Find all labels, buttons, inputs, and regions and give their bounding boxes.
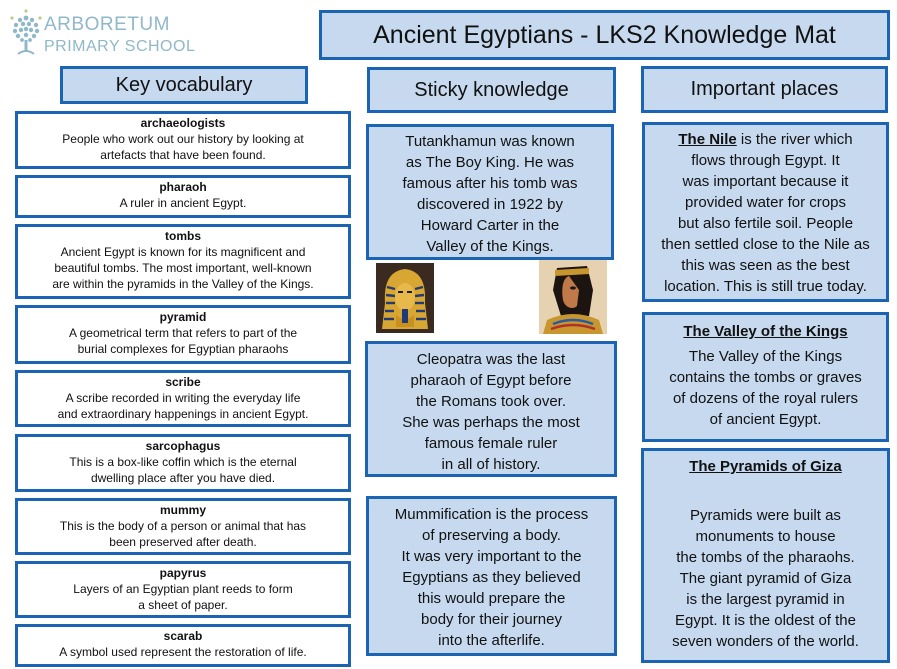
vocab-card-mummy bbox=[15, 498, 351, 555]
vocab-card-pharaoh bbox=[15, 175, 351, 218]
vocab-card-tombs bbox=[15, 224, 351, 299]
tutankhamun-mask-image bbox=[376, 263, 434, 333]
cleopatra-image bbox=[539, 260, 607, 334]
logo-name: ARBORETUM bbox=[44, 14, 170, 35]
vocab-definition: A scribe recorded in writing the everyday life and extraordinary happenings in ancient Egypt. bbox=[57, 391, 309, 421]
vocab-card-scarab bbox=[15, 624, 351, 667]
vocab-word: papyrus bbox=[159, 566, 207, 580]
place-description: Pyramids were built as monuments to house the tombs of the pharaohs. The giant pyramid of Giza is the largest pyramid in Egypt. It is the oldest of the seven wonders of the world. bbox=[672, 507, 859, 650]
vocab-word: mummy bbox=[159, 503, 206, 517]
vocab-word: sarcophagus bbox=[145, 439, 221, 453]
page-title: Ancient Egyptians - LKS2 Knowledge Mat bbox=[319, 10, 890, 60]
vocab-definition: A geometrical term that refers to part of the burial complexes for Egyptian pharaohs bbox=[68, 326, 298, 356]
sticky-card-mummification: Mummification is the process of preserving a body. It was very important to the Egyptians as they believed this would prepare the body for their journey into the afterlife. bbox=[366, 496, 617, 656]
vocab-definition: Layers of an Egyptian plant reeds to form a sheet of paper. bbox=[73, 582, 293, 612]
vocab-card-sarcophagus bbox=[15, 434, 351, 492]
vocab-definition: People who work out our history by looking at artefacts that have been found. bbox=[62, 132, 304, 162]
vocab-definition: A ruler in ancient Egypt. bbox=[119, 196, 247, 210]
vocab-word: scribe bbox=[165, 375, 201, 389]
place-card-pyramids-of-giza bbox=[641, 448, 890, 663]
vocab-definition: Ancient Egypt is known for its magnificent and beautiful tombs. The most important, well-known are within the pyramids in the Valley of the Kings. bbox=[52, 245, 314, 291]
place-title: The Valley of the Kings bbox=[683, 323, 848, 340]
vocab-definition: This is the body of a person or animal that has been preserved after death. bbox=[59, 519, 307, 549]
vocab-definition: A symbol used represent the restoration of life. bbox=[59, 645, 307, 659]
place-description: is the river which flows through Egypt. It was important because it provided water for crops but also fertile soil. People then settled close to the Nile as this was seen as the best location. This is still true today. bbox=[661, 131, 870, 295]
place-title: The Nile bbox=[678, 131, 737, 148]
vocab-card-scribe bbox=[15, 370, 351, 427]
vocab-word: archaeologists bbox=[140, 116, 226, 130]
vocab-card-archaeologists bbox=[15, 111, 351, 169]
tree-logo-icon bbox=[6, 4, 46, 62]
place-description: The Valley of the Kings contains the tombs or graves of dozens of the royal rulers of ancient Egypt. bbox=[669, 348, 862, 428]
vocab-word: pharaoh bbox=[159, 180, 207, 194]
vocab-definition: This is a box-like coffin which is the eternal dwelling place after you have died. bbox=[69, 455, 297, 485]
vocab-word: pyramid bbox=[159, 310, 207, 324]
sticky-card-tutankhamun: Tutankhamun was known as The Boy King. He was famous after his tomb was discovered in 1922 by Howard Carter in the Valley of the Kings. bbox=[366, 124, 614, 260]
logo-subname: PRIMARY SCHOOL bbox=[44, 38, 196, 55]
place-title: The Pyramids of Giza bbox=[689, 458, 842, 475]
place-card-the-nile bbox=[642, 122, 889, 302]
sticky-card-cleopatra: Cleopatra was the last pharaoh of Egypt before the Romans took over. She was perhaps the most famous female ruler in all of history. bbox=[365, 341, 617, 477]
vocab-card-pyramid bbox=[15, 305, 351, 364]
vocab-card-papyrus bbox=[15, 561, 351, 618]
vocab-word: scarab bbox=[163, 629, 203, 643]
school-logo bbox=[6, 4, 196, 62]
header-key-vocabulary: Key vocabulary bbox=[60, 66, 308, 104]
place-card-valley-of-the-kings bbox=[642, 312, 889, 442]
header-important-places: Important places bbox=[641, 66, 888, 113]
header-sticky-knowledge: Sticky knowledge bbox=[367, 67, 616, 113]
vocab-word: tombs bbox=[165, 229, 201, 243]
